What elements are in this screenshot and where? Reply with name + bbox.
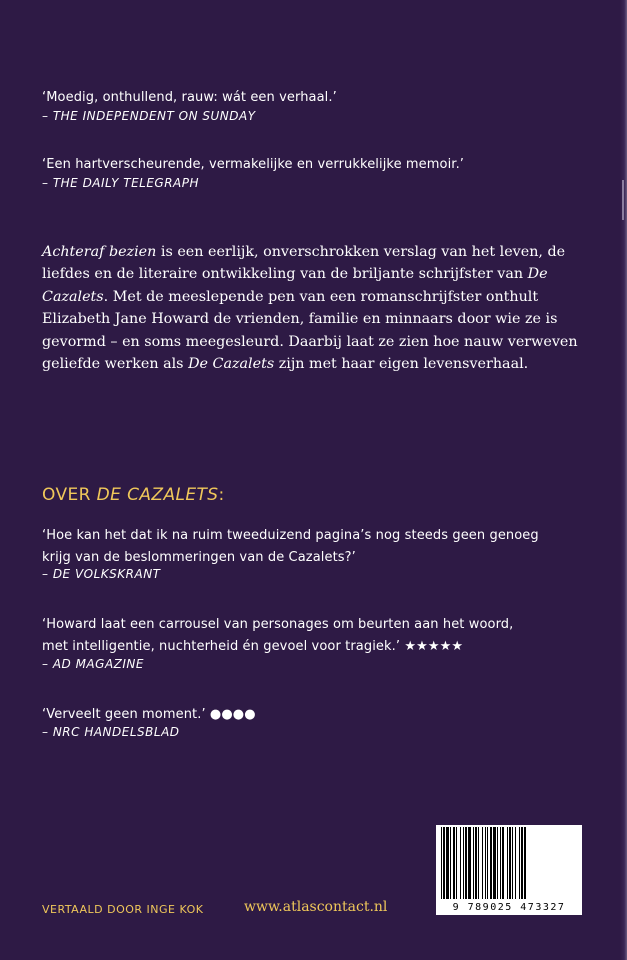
barcode-bar: [478, 827, 479, 899]
review-volkskrant-line2: krijg van de beslommeringen van de Cazalets?’: [42, 550, 356, 565]
barcode-bar: [512, 827, 513, 899]
barcode-bar: [497, 827, 498, 899]
blurb-part-1: is een eerlijk, onverschrokken verslag van het leven, de liefdes en de literaire ontwikkeling van de briljante schrijfster van: [42, 244, 566, 283]
isbn-number: 9 789025 473327: [452, 902, 566, 913]
barcode-bar: [482, 827, 483, 899]
barcode-bar: [521, 827, 523, 899]
barcode: [436, 825, 582, 915]
barcode-bar: [490, 827, 492, 899]
barcode-bar: [500, 827, 501, 899]
source-ad: – AD MAGAZINE: [42, 657, 144, 671]
blurb-part-2: . Met de meeslepende pen van een romanschrijfster onthult Elizabeth Jane Howard de vrienden, familie en minnaars door wie ze is gevormd – en soms meegesleurd. Daarbij laat ze zien hoe nauw verweven geliefde werken als: [42, 288, 578, 373]
over-heading: [42, 485, 225, 505]
barcode-bar: [487, 827, 488, 899]
barcode-bar: [468, 827, 471, 899]
barcode-bar: [485, 827, 486, 899]
quote-independent: ‘Moedig, onthullend, rauw: wát een verhaal.’: [42, 90, 337, 105]
over-heading-prefix: OVER: [42, 485, 97, 505]
quote-telegraph: ‘Een hartverscheurende, vermakelijke en verrukkelijke memoir.’: [42, 157, 465, 172]
review-nrc-line1: ‘Verveelt geen moment.’ ●●●●: [42, 707, 256, 722]
publisher-website: www.atlascontact.nl: [244, 899, 388, 915]
barcode-bar: [509, 827, 511, 899]
page-edge-mark: [622, 180, 624, 220]
blurb-part-3: zijn met haar eigen levensverhaal.: [274, 356, 529, 373]
barcode-bar: [446, 827, 449, 899]
page-edge: [620, 0, 627, 960]
review-ad-line1: ‘Howard laat een carrousel van personages om beurten aan het woord,: [42, 617, 514, 632]
barcode-bar: [493, 827, 496, 899]
barcode-bars: [439, 827, 579, 901]
barcode-bar: [502, 827, 504, 899]
over-heading-suffix: :: [218, 485, 225, 505]
blurb-book-1: De Cazalets: [42, 266, 548, 305]
source-independent: – THE INDEPENDENT ON SUNDAY: [42, 109, 256, 123]
barcode-bar: [524, 827, 526, 899]
source-telegraph: – THE DAILY TELEGRAPH: [42, 176, 200, 190]
over-heading-title: DE CAZALETS: [96, 485, 219, 505]
barcode-bar: [473, 827, 474, 899]
barcode-bar: [443, 827, 445, 899]
blurb-book-2: De Cazalets: [188, 356, 275, 373]
review-ad-line2: met intelligentie, nuchterheid én gevoel voor tragiek.’ ★★★★★: [42, 639, 464, 654]
barcode-bar: [460, 827, 461, 899]
translator-credit: VERTAALD DOOR INGE KOK: [42, 903, 204, 916]
review-ad: [42, 614, 513, 658]
barcode-bar: [450, 827, 451, 899]
barcode-bar: [456, 827, 457, 899]
review-nrc: [42, 704, 256, 726]
barcode-bar: [441, 827, 442, 899]
review-volkskrant-line1: ‘Hoe kan het dat ik na ruim tweeduizend pagina’s nog steeds geen genoeg: [42, 528, 539, 543]
barcode-bar: [453, 827, 455, 899]
review-volkskrant: [42, 525, 539, 569]
barcode-bar: [465, 827, 467, 899]
blurb-paragraph: [42, 241, 602, 375]
barcode-bar: [515, 827, 516, 899]
barcode-bar: [475, 827, 477, 899]
blurb-title: Achteraf bezien: [42, 244, 157, 260]
barcode-bar: [463, 827, 464, 899]
source-volkskrant: – DE VOLKSKRANT: [42, 567, 161, 581]
barcode-bar: [519, 827, 520, 899]
barcode-bar: [507, 827, 508, 899]
source-nrc: – NRC HANDELSBLAD: [42, 725, 180, 739]
